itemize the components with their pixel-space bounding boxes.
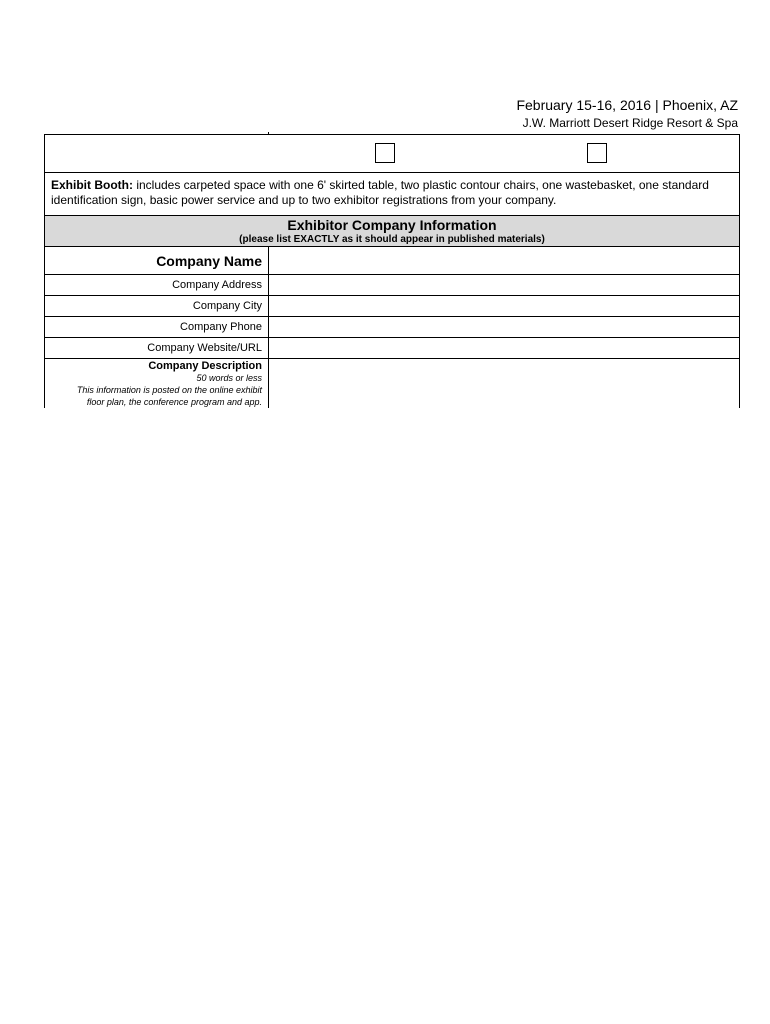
section-header — [44, 215, 740, 246]
event-header — [516, 96, 738, 131]
company-address-cell — [269, 275, 739, 295]
company-address-label: Company Address — [45, 275, 269, 295]
company-website-label: Company Website/URL — [45, 338, 269, 358]
exhibit-booth-description — [44, 172, 740, 215]
company-phone-input[interactable] — [269, 317, 739, 337]
company-website-input[interactable] — [269, 338, 739, 358]
company-city-cell — [269, 296, 739, 316]
exhibit-booth-text: includes carpeted space with one 6' skirted table, two plastic contour chairs, one wastebasket, one standard identification sign, basic power service and up to two exhibitor registrations from your company. — [51, 178, 709, 207]
booth-option-checkbox-2[interactable] — [587, 143, 607, 163]
event-venue: J.W. Marriott Desert Ridge Resort & Spa — [522, 116, 738, 130]
company-description-note-line2: floor plan, the conference program and app. — [86, 397, 262, 407]
company-city-input[interactable] — [269, 296, 739, 316]
event-date-location: February 15-16, 2016 | Phoenix, AZ — [516, 97, 738, 113]
company-address-input[interactable] — [269, 275, 739, 295]
company-name-label: Company Name — [45, 247, 269, 274]
company-name-row — [44, 246, 740, 274]
booth-option-checkbox-1[interactable] — [375, 143, 395, 163]
company-phone-cell — [269, 317, 739, 337]
company-description-row — [44, 358, 740, 408]
company-phone-label: Company Phone — [45, 317, 269, 337]
company-name-cell — [269, 247, 739, 274]
company-address-row — [44, 274, 740, 295]
company-description-note-line1: This information is posted on the online exhibit — [76, 385, 262, 395]
company-city-row — [44, 295, 740, 316]
company-description-label: Company Description — [148, 360, 262, 372]
company-description-word-limit: 50 words or less — [196, 373, 262, 383]
company-description-cell — [269, 359, 739, 408]
exhibitor-form — [44, 134, 740, 408]
section-subtitle: (please list EXACTLY as it should appear in published materials) — [239, 234, 545, 245]
company-description-label-cell — [45, 359, 269, 408]
company-description-input[interactable] — [269, 359, 739, 408]
company-website-cell — [269, 338, 739, 358]
booth-option-row — [44, 134, 740, 172]
section-title: Exhibitor Company Information — [287, 217, 497, 233]
exhibit-booth-label: Exhibit Booth: — [51, 178, 133, 192]
company-name-input[interactable] — [269, 247, 739, 274]
company-phone-row — [44, 316, 740, 337]
company-website-row — [44, 337, 740, 358]
company-city-label: Company City — [45, 296, 269, 316]
